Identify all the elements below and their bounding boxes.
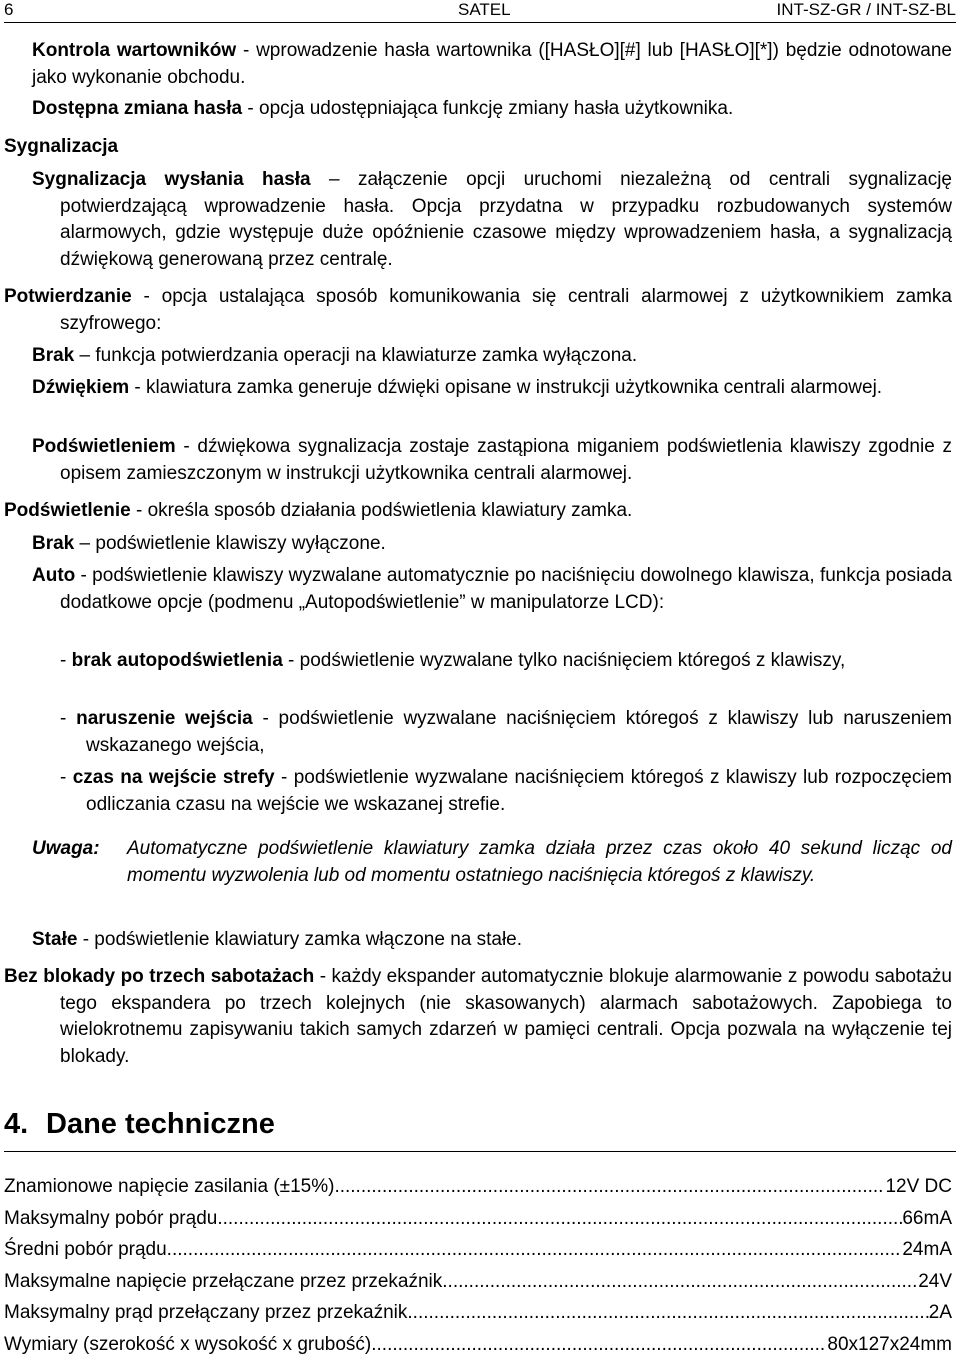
term: Bez blokady po trzech sabotażach [4, 966, 315, 987]
section-heading [4, 1108, 275, 1141]
spec-value: 24mA [902, 1239, 952, 1260]
description: - opcja udostępniająca funkcję zmiany hasła użytkownika. [242, 98, 734, 119]
section-divider [4, 1151, 956, 1152]
term: Dostępna zmiana hasła [32, 98, 243, 119]
paragraph-sygnalizacja-wyslania-hasla [32, 167, 952, 273]
description: - każdy ekspander automatycznie blokuje alarmowanie z powodu sabotażu tego ekspandera po trzech kolejnych (nie skasowanych) alarmach sabotażowych. Zapobiega to wielokrotnemu zapisywaniu takich samych zdarzeń w pamięci centrali. Opcja pozwala na wyłączenie tej blokady. [60, 966, 952, 1067]
spec-label: Maksymalny prąd przełączany przez przekaźnik [4, 1302, 408, 1323]
heading-sygnalizacja: Sygnalizacja [4, 136, 119, 157]
term: Podświetleniem [32, 436, 176, 457]
description: – podświetlenie klawiszy wyłączone. [74, 533, 386, 554]
term: Sygnalizacja wysłania hasła [32, 169, 311, 190]
list-item: - brak autopodświetlenia - podświetlenie wyzwalane tylko naciśnięciem któregoś z klawiszy, [60, 650, 846, 671]
note-label: Uwaga: [32, 838, 100, 859]
description: – funkcja potwierdzania operacji na klawiaturze zamka wyłączona. [74, 345, 638, 366]
term: Auto [32, 565, 76, 586]
spec-value: 2A [928, 1302, 952, 1323]
option-dzwiekiem [32, 375, 952, 402]
spec-row [4, 1236, 952, 1264]
description: - podświetlenie klawiatury zamka włączone na stałe. [77, 929, 523, 950]
paragraph-bez-blokady [4, 964, 952, 1070]
term: Stałe [32, 929, 78, 950]
leader-dots [407, 1299, 928, 1327]
term: Dźwiękiem [32, 377, 130, 398]
spec-row [4, 1331, 952, 1359]
spec-value: 12V DC [885, 1176, 952, 1197]
term: Brak [32, 533, 75, 554]
option-brak-podswietlenia [32, 531, 952, 558]
note-text: Automatyczne podświetlenie klawiatury zamka działa przez czas około 40 sekund licząc od momentu wyzwolenia lub od momentu ostatniego naciśnięcia któregoś z klawiszy. [127, 838, 952, 886]
option-auto [32, 563, 952, 616]
description: - klawiatura zamka generuje dźwięki opisane w instrukcji użytkownika centrali alarmowej. [129, 377, 883, 398]
spec-row [4, 1299, 952, 1327]
spec-label: Wymiary (szerokość x wysokość x grubość) [4, 1334, 372, 1355]
leader-dots [442, 1268, 918, 1296]
header-brand: SATEL [458, 0, 511, 19]
spec-label: Średni pobór prądu [4, 1239, 167, 1260]
spec-value: 24V [918, 1271, 952, 1292]
paragraph-podswietlenie [4, 498, 952, 525]
paragraph-kontrola-wartownikow [32, 38, 952, 91]
spec-label: Znamionowe napięcie zasilania (±15%) [4, 1176, 335, 1197]
leader-dots [217, 1205, 902, 1233]
description: - dźwiękowa sygnalizacja zostaje zastąpiona miganiem podświetlenia klawiszy zgodnie z opisem zamieszczonym w instrukcji użytkownika centrali alarmowej. [60, 436, 952, 484]
section-number: 4. [4, 1108, 29, 1140]
leader-dots [167, 1236, 903, 1264]
term: Kontrola wartowników [32, 40, 237, 61]
header-model: INT-SZ-GR / INT-SZ-BL [776, 0, 956, 19]
description: - wprowadzenie hasła wartownika ([HASŁO][#] lub [HASŁO][*]) będzie odnotowane jako wykonanie obchodu. [32, 40, 952, 88]
description: - podświetlenie klawiszy wyzwalane automatycznie po naciśnięciu dowolnego klawisza, funkcja posiada dodatkowe opcje (podmenu „Autopodświetlenie” w manipulatorze LCD): [60, 565, 952, 613]
option-podswietleniem [32, 434, 952, 487]
term: Potwierdzanie [4, 286, 132, 307]
spec-value: 80x127x24mm [827, 1334, 952, 1355]
spec-label: Maksymalne napięcie przełączane przez przekaźnik [4, 1271, 443, 1292]
description: - określa sposób działania podświetlenia klawiatury zamka. [130, 500, 633, 521]
description: – załączenie opcji uruchomi niezależną od centrali sygnalizację potwierdzającą wprowadzenie hasła. Opcja przydatna w przypadku rozbudowanych systemów alarmowych, gdzie występuje duże opóźnienie czasowe między wprowadzeniem hasła, a sygnalizacją dźwiękową generowaną przez centralę. [60, 169, 952, 270]
option-stale [32, 927, 952, 954]
leader-dots [334, 1173, 885, 1201]
term: Brak [32, 345, 75, 366]
paragraph-dostepna-zmiana-hasla [32, 96, 952, 123]
list-item: - czas na wejście strefy - podświetlenie wyzwalane naciśnięciem któregoś z klawiszy lub rozpoczęciem odliczania czasu na wejście we wskazanej strefie. [60, 767, 952, 815]
page-number: 6 [4, 0, 14, 19]
term: Podświetlenie [4, 500, 131, 521]
option-brak [32, 343, 952, 370]
spec-row [4, 1205, 952, 1233]
spec-row [4, 1173, 952, 1201]
leader-dots [371, 1331, 827, 1359]
page-header [4, 0, 956, 23]
paragraph-potwierdzanie [4, 284, 952, 337]
list-item: - naruszenie wejścia - podświetlenie wyzwalane naciśnięciem któregoś z klawiszy lub naruszeniem wskazanego wejścia, [60, 708, 952, 756]
section-title: Dane techniczne [46, 1108, 275, 1140]
spec-row [4, 1268, 952, 1296]
spec-value: 66mA [902, 1208, 952, 1229]
spec-label: Maksymalny pobór prądu [4, 1208, 218, 1229]
description: - opcja ustalająca sposób komunikowania się centrali alarmowej z użytkownikiem zamka szyfrowego: [60, 286, 952, 334]
